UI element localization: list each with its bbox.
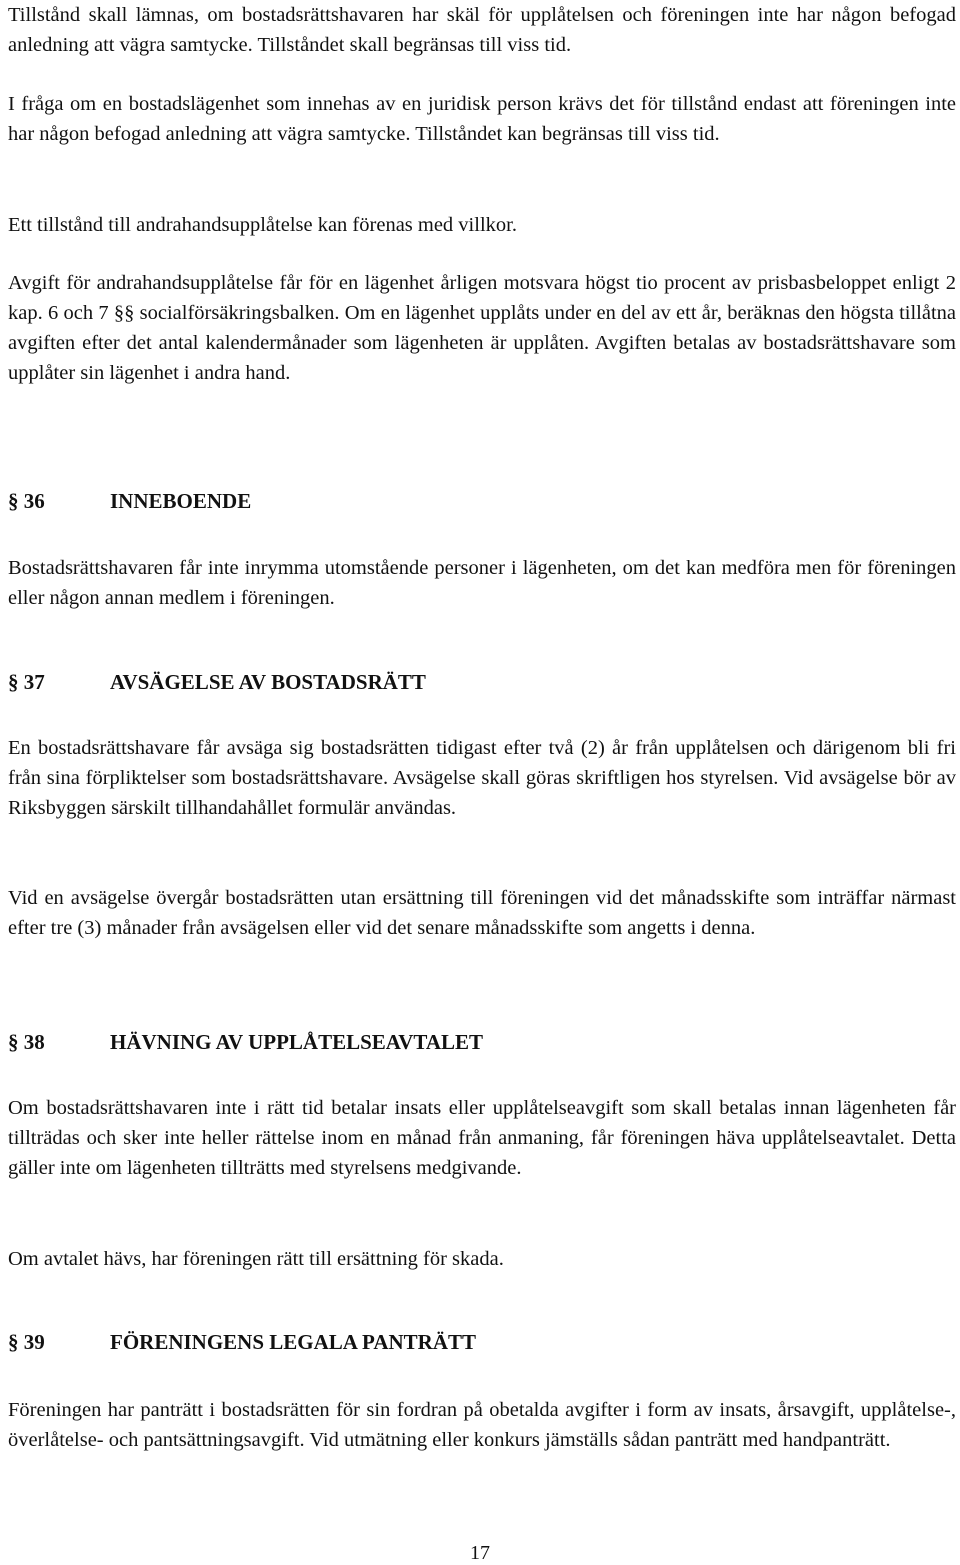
section-number: § 36 (8, 489, 45, 513)
paragraph-conditions: Ett tillstånd till andrahandsupplåtelse kan förenas med villkor. (8, 214, 517, 236)
paragraph-rescission: Om bostadsrättshavaren inte i rätt tid betalar insats eller upplåtelseavgift som skall betalas innan lägenheten får tillträdas och sker inte heller rättelse inom en månad från anmaning, får föreningen häva upplåtelseavtalet. Detta gäller inte om lägenheten tillträtts med styrelsens medgivande. (8, 1097, 956, 1179)
section-heading-36 (8, 486, 956, 516)
section-title: AVSÄGELSE AV BOSTADSRÄTT (110, 670, 426, 694)
paragraph-sublet-fee: Avgift för andrahandsupplåtelse får för en lägenhet årligen motsvara högst tio procent av prisbasbeloppet enligt 2 kap. 6 och 7 §§ socialförsäkringsbalken. Om en lägenhet upplåts under en del av ett år, beräknas den högsta tillåtna avgiften efter det antal kalendermånader som lägenheten är upplåten. Avgiften betalas av bostadsrättshavare som upplåter sin lägenhet i andra hand. (8, 272, 956, 384)
paragraph-lodgers: Bostadsrättshavaren får inte inrymma utomstående personer i lägenheten, om det kan medföra men för föreningen eller någon annan medlem i föreningen. (8, 557, 956, 609)
page-number: 17 (470, 1542, 490, 1564)
paragraph-renunciation-transfer: Vid en avsägelse övergår bostadsrätten utan ersättning till föreningen vid det månadsskifte som inträffar närmast efter tre (3) månader från avsägelsen eller vid det senare månadsskifte som angetts i denna. (8, 887, 956, 939)
section-title: HÄVNING AV UPPLÅTELSEAVTALET (110, 1030, 484, 1054)
paragraph-permission-grounds: Tillstånd skall lämnas, om bostadsrättshavaren har skäl för upplåtelsen och föreningen inte har någon befogad anledning att vägra samtycke. Tillståndet skall begränsas till viss tid. (8, 4, 956, 56)
section-heading-37 (8, 667, 956, 697)
section-number: § 37 (8, 670, 45, 694)
section-number: § 39 (8, 1330, 45, 1354)
paragraph-damages: Om avtalet hävs, har föreningen rätt till ersättning för skada. (8, 1248, 504, 1270)
paragraph-renunciation: En bostadsrättshavare får avsäga sig bostadsrätten tidigast efter två (2) år från upplåtelsen och därigenom bli fri från sina förpliktelser som bostadsrättshavare. Avsägelse skall göras skriftligen hos styrelsen. Vid avsägelse bör av Riksbyggen särskilt tillhandahållet formulär användas. (8, 737, 956, 819)
section-heading-38 (8, 1027, 956, 1057)
section-heading-39 (8, 1327, 956, 1357)
section-number: § 38 (8, 1030, 45, 1054)
section-title: INNEBOENDE (110, 489, 252, 513)
section-title: FÖRENINGENS LEGALA PANTRÄTT (110, 1330, 477, 1354)
paragraph-legal-person: I fråga om en bostadslägenhet som innehas av en juridisk person krävs det för tillstånd endast att föreningen inte har någon befogad anledning att vägra samtycke. Tillståndet kan begränsas till viss tid. (8, 93, 956, 145)
paragraph-lien: Föreningen har panträtt i bostadsrätten för sin fordran på obetalda avgifter i form av insats, årsavgift, upplåtelse-, överlåtelse- och pantsättningsavgift. Vid utmätning eller konkurs jämställs sådan panträtt med handpanträtt. (8, 1399, 956, 1451)
